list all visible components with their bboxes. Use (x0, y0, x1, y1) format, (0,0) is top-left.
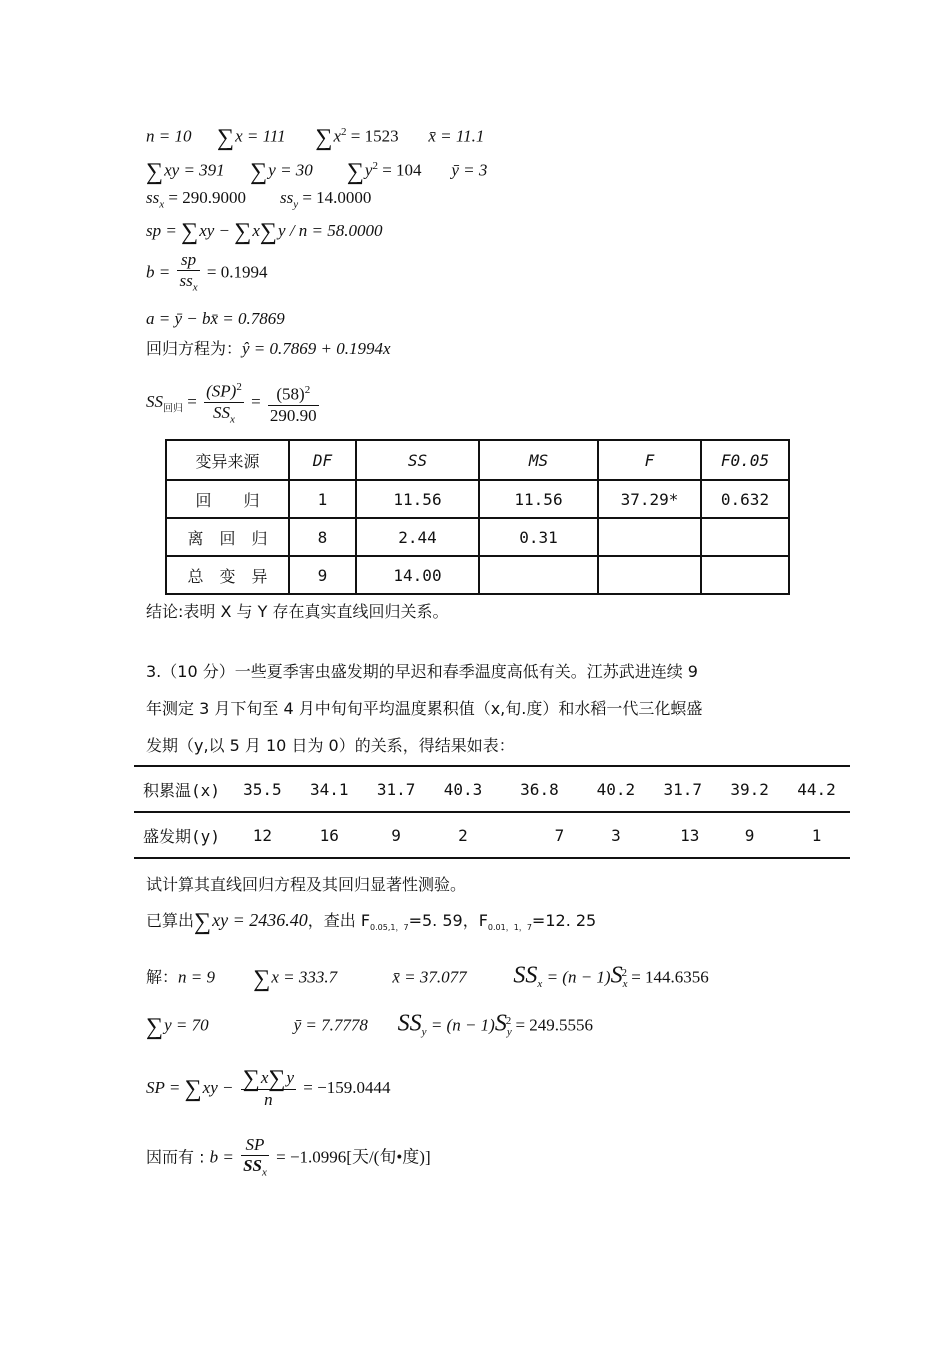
task-text: 试计算其直线回归方程及其回归显著性测验。 (146, 875, 467, 894)
calc-line-4: sp = ∑xy − ∑x∑y / n = 58.0000 (146, 219, 383, 245)
anova-header-row (166, 440, 789, 480)
calc-line-2: ∑xy = 391 ∑y = 30 $\sum y^2 = 104$ ȳ = 3 (146, 158, 488, 185)
data-cell: 13 (649, 812, 716, 858)
data-cell: 44.2 (783, 766, 850, 812)
data-table (134, 765, 850, 859)
data-row-x (134, 766, 850, 812)
anova-cell: 离 回 归 (166, 518, 289, 556)
problem3-line-3: 发期（y,以 5 月 10 日为 0）的关系，得结果如表： (146, 736, 515, 755)
calc-line-3: $ss_x = 290.9000$ $ss_y = 14.0000$ (146, 188, 372, 211)
anova-cell: 8 (289, 518, 356, 556)
problem3-line-1: 3.（10 分）一些夏季害虫盛发期的早迟和春季温度高低有关。江苏武进连续 9 (146, 662, 698, 681)
given-line: 已算出∑xy = 2436.40，查出 $F_{0.05,1,7}=5$. 59，$F_{0.01,1,7}=12$. 25 (146, 909, 597, 935)
anova-header-df: DF (289, 440, 356, 480)
calc-line-7: 回归方程为：ŷ = 0.7869 + 0.1994x (146, 339, 391, 358)
data-cell: 35.5 (229, 766, 296, 812)
anova-cell (479, 556, 598, 594)
conclusion-text: 结论:表明 X 与 Y 存在真实直线回归关系。 (146, 602, 449, 621)
solution-line-sp: SP = ∑xy − $\frac{\sum x\sum y}{n}$ = −159.0444 (146, 1066, 391, 1109)
data-cell: 7 (496, 812, 582, 858)
data-cell: 40.3 (430, 766, 497, 812)
anova-cell (701, 556, 789, 594)
anova-header-ms: MS (479, 440, 598, 480)
calc-line-6: a = ȳ − bx̄ = 0.7869 (146, 309, 285, 328)
data-row-y (134, 812, 850, 858)
anova-cell (701, 518, 789, 556)
anova-cell: 1 (289, 480, 356, 518)
data-cell: 31.7 (649, 766, 716, 812)
solution-line-1: 解：n = 9 ∑x = 333.7 x̄ = 37.077 $SS_x = (n - 1)S_x^2 = 144.6356$ (146, 962, 709, 992)
anova-row (166, 480, 789, 518)
anova-cell: 11.56 (479, 480, 598, 518)
data-cell: 9 (716, 812, 783, 858)
data-cell: 16 (296, 812, 363, 858)
anova-cell: 37.29* (598, 480, 701, 518)
data-cell: 3 (583, 812, 650, 858)
anova-header-source: 变异来源 (166, 440, 289, 480)
data-cell: 2 (430, 812, 497, 858)
anova-cell: 回 归 (166, 480, 289, 518)
anova-row (166, 518, 789, 556)
anova-header-f: F (598, 440, 701, 480)
anova-table (165, 439, 790, 595)
data-cell: 12 (229, 812, 296, 858)
calc-line-5: b = $\frac{sp}{ss_x}$ = 0.1994 (146, 250, 268, 294)
anova-cell: 总 变 异 (166, 556, 289, 594)
data-cell: 9 (363, 812, 430, 858)
anova-cell: 9 (289, 556, 356, 594)
calc-line-8: $SS_{回归}$ = $\frac{(SP)^2}{SS_x}$ = $\frac{(58)^2}{290.90}$ (146, 377, 322, 429)
anova-cell: 14.00 (356, 556, 479, 594)
anova-header-f005: F0.05 (701, 440, 789, 480)
data-row-label: 积累温(x) (134, 766, 229, 812)
anova-cell: 11.56 (356, 480, 479, 518)
calc-line-1: n = 10 ∑x = 111 $\sum x^2 = 1523$ x̄ = 11.1 (146, 124, 485, 151)
anova-cell (598, 556, 701, 594)
problem3-line-2: 年测定 3 月下旬至 4 月中旬旬平均温度累积值（x,旬.度）和水稻一代三化螟盛 (146, 699, 703, 718)
solution-line-b: 因而有 : b = $\frac{SP}{SS_x}$ = −1.0996[天/(旬•度)] (146, 1135, 431, 1179)
data-cell: 1 (783, 812, 850, 858)
data-cell: 40.2 (583, 766, 650, 812)
anova-cell: 2.44 (356, 518, 479, 556)
anova-header-ss: SS (356, 440, 479, 480)
data-cell: 31.7 (363, 766, 430, 812)
data-cell: 36.8 (496, 766, 582, 812)
data-row-label: 盛发期(y) (134, 812, 229, 858)
anova-row (166, 556, 789, 594)
data-cell: 34.1 (296, 766, 363, 812)
solution-line-2: ∑y = 70 ȳ = 7.7778 $SS_y = (n - 1)S_y^2 = 249.5556$ (146, 1010, 594, 1040)
anova-cell: 0.632 (701, 480, 789, 518)
anova-cell (598, 518, 701, 556)
anova-cell: 0.31 (479, 518, 598, 556)
data-cell: 39.2 (716, 766, 783, 812)
